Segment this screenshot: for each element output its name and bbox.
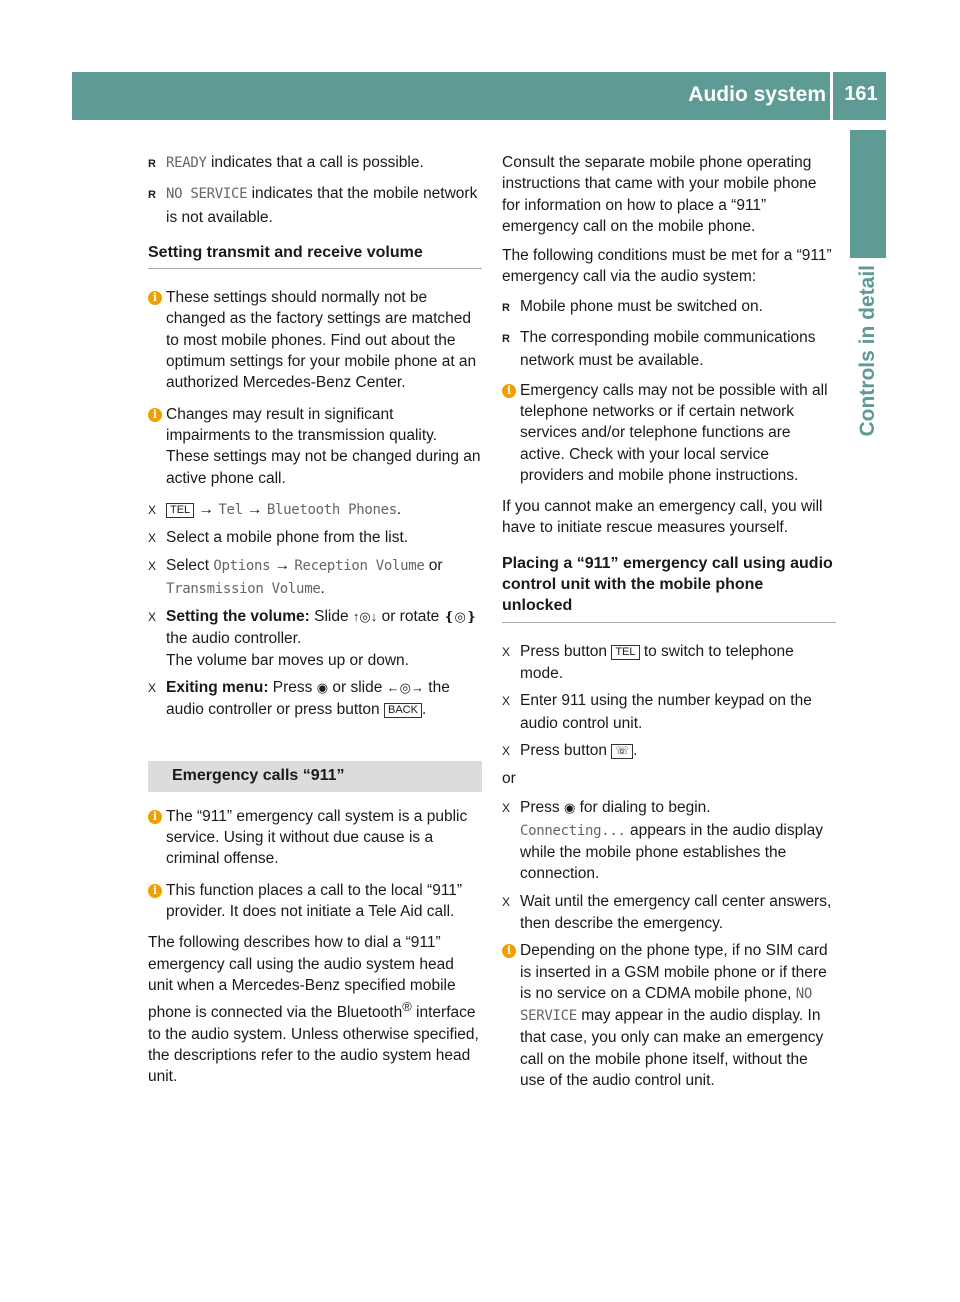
info-icon: i (148, 810, 162, 824)
item-text: Press button (520, 642, 612, 660)
right-column (502, 152, 836, 1101)
info-text: The “911” emergency call system is a public service. Using it without due cause is a criminal offense. (166, 807, 468, 868)
controller-slide-icon: ↑◎↓ (352, 609, 378, 625)
code-text: READY (166, 155, 207, 171)
code-text: Transmission Volume (166, 580, 321, 597)
item-text: Wait until the emergency call center answers, then describe the emergency. (520, 892, 832, 932)
item-text: . (633, 741, 638, 759)
info-note (148, 880, 482, 923)
step-item (148, 677, 482, 721)
controller-slide-icon: ←◎→ (386, 679, 424, 695)
step-item (148, 555, 482, 600)
back-key-icon: BACK (384, 703, 422, 718)
step-arrow-icon: X (148, 680, 157, 695)
list-item (148, 183, 482, 228)
item-text: Enter 911 using the number keypad on the audio control unit. (520, 692, 812, 732)
item-text: or slide (328, 678, 387, 696)
item-text: Mobile phone must be switched on. (520, 297, 763, 315)
item-text: Press (520, 799, 564, 817)
info-text: These settings should normally not be changed as the factory settings are matched to most mobile phones. Find out about the optimum settings for your mobile phone at an authorized Mercedes-Benz Center. (166, 289, 477, 392)
step-item (502, 891, 836, 935)
item-text: the audio controller. (166, 630, 302, 648)
item-text: Press button (520, 741, 612, 759)
info-icon: i (148, 884, 162, 898)
call-button-icon: ☏ (611, 744, 633, 759)
paragraph: The following conditions must be met for a “911” emergency call via the audio system: (502, 247, 832, 286)
item-text: for dialing to begin. (575, 799, 711, 817)
code-text: Connecting... (520, 822, 626, 839)
info-text: Depending on the phone type, if no SIM card is inserted in a GSM mobile phone or if there is no service on a CDMA mobile phone, (520, 942, 828, 1002)
info-note (502, 940, 836, 1091)
item-text: or (424, 557, 443, 575)
item-text: . (421, 701, 427, 719)
side-label-text: Controls in detail (856, 265, 879, 437)
side-label (856, 265, 904, 625)
tel-key-icon: TEL (166, 503, 194, 518)
bullet-icon: R (502, 301, 510, 314)
list-item (148, 152, 482, 175)
list-item (502, 327, 836, 372)
item-text: The volume bar moves up or down. (166, 651, 409, 669)
info-text: This function places a call to the local “911” provider. It does not initiate a Tele Aid call. (166, 881, 463, 921)
code-text: Options (213, 558, 271, 575)
item-text: Press (268, 678, 317, 696)
item-text: indicates that the mobile network is not available. (166, 185, 478, 226)
info-note (148, 806, 482, 870)
step-arrow-icon: X (148, 559, 157, 574)
step-arrow-icon: X (502, 894, 511, 909)
section-heading: Placing a “911” emergency call using audio control unit with the mobile phone unlocked (502, 553, 836, 623)
list-item (502, 296, 836, 319)
paragraph-text: interface to the audio system. Unless otherwise specified, the descriptions refer to the audio system head unit. (148, 1004, 479, 1086)
side-tab (850, 130, 886, 258)
info-text: Emergency calls may not be possible with all telephone networks or if certain network services and/or telephone functions are active. Check with your local service providers and mobile phone instructions. (520, 381, 828, 484)
bullet-icon: R (148, 158, 156, 170)
controller-rotate-icon: ❴◎❵ (443, 609, 477, 625)
step-arrow-icon: X (502, 801, 511, 816)
code-text: Reception Volume (294, 558, 425, 575)
step-label: Exiting menu: (166, 678, 269, 696)
item-text: appears in the audio display while the mobile phone establishes the connection. (520, 821, 824, 883)
item-text: . (396, 500, 402, 518)
info-note (148, 287, 482, 393)
step-item (148, 527, 482, 549)
tel-key-icon: TEL (611, 645, 639, 660)
item-text: indicates that a call is possible. (206, 154, 424, 171)
step-arrow-icon: X (502, 644, 511, 659)
step-item (148, 606, 482, 671)
step-item (502, 641, 836, 685)
step-arrow-icon: X (148, 531, 157, 546)
code-text: Tel (218, 501, 243, 518)
arrow-text: → (270, 557, 295, 575)
info-text: may appear in the audio display. In that case, you only can make an emergency call on the mobile phone itself, without the use of the audio control unit. (520, 1007, 824, 1089)
item-text: the audio controller or press button (166, 678, 450, 719)
info-text: Changes may result in significant impairments to the transmission quality. These settings may not be changed during an active phone call. (166, 405, 481, 487)
step-label: Setting the volume: (166, 608, 310, 626)
step-item (502, 797, 836, 884)
registered-mark: ® (402, 999, 412, 1015)
bullet-icon: R (502, 333, 510, 346)
info-icon: i (502, 384, 516, 398)
item-text: Select (166, 557, 214, 575)
item-text: The corresponding mobile communications network must be available. (520, 329, 816, 370)
step-arrow-icon: X (502, 694, 511, 709)
info-icon: i (502, 944, 516, 958)
section-heading: Emergency calls “911” (148, 761, 482, 792)
info-icon: i (148, 291, 162, 305)
bullet-icon: R (148, 189, 156, 202)
section-heading: Setting transmit and receive volume (148, 242, 482, 269)
step-item (502, 740, 836, 762)
or-text: or (502, 770, 516, 788)
paragraph (148, 932, 482, 1087)
code-text: Bluetooth Phones (266, 501, 397, 518)
paragraph: If you cannot make an emergency call, you will have to initiate rescue measures yourself. (502, 498, 823, 537)
item-text: or rotate (377, 608, 444, 626)
paragraph: Consult the separate mobile phone operating instructions that came with your mobile phone for information on how to place a “911” emergency call on the mobile phone. (502, 154, 817, 235)
arrow-text: → (242, 500, 267, 518)
info-note (148, 404, 482, 489)
page-number: 161 (844, 83, 878, 105)
info-icon: i (148, 408, 162, 422)
header-divider (830, 72, 833, 120)
step-arrow-icon: X (502, 743, 511, 758)
left-column (148, 152, 482, 1096)
code-text: NO SERVICE (166, 186, 248, 203)
paragraph-text: The following describes how to dial a “911” emergency call using the audio system head unit when a Mercedes-Benz specified mobile phone is connected via the Bluetooth (148, 934, 456, 1022)
item-text: . (320, 579, 325, 597)
code-text: NO SERVICE (520, 985, 812, 1025)
item-text: Slide (309, 608, 353, 626)
step-arrow-icon: X (148, 502, 157, 517)
step-arrow-icon: X (148, 610, 157, 625)
page-section-title: Audio system (688, 83, 826, 106)
controller-press-icon: ◉ (316, 679, 329, 695)
arrow-text: → (194, 500, 219, 518)
item-text: Select a mobile phone from the list. (166, 529, 409, 547)
info-note (502, 380, 836, 486)
controller-press-icon: ◉ (563, 800, 576, 816)
step-item (502, 690, 836, 734)
item-text: to switch to telephone mode. (520, 642, 794, 682)
step-item (148, 499, 482, 521)
